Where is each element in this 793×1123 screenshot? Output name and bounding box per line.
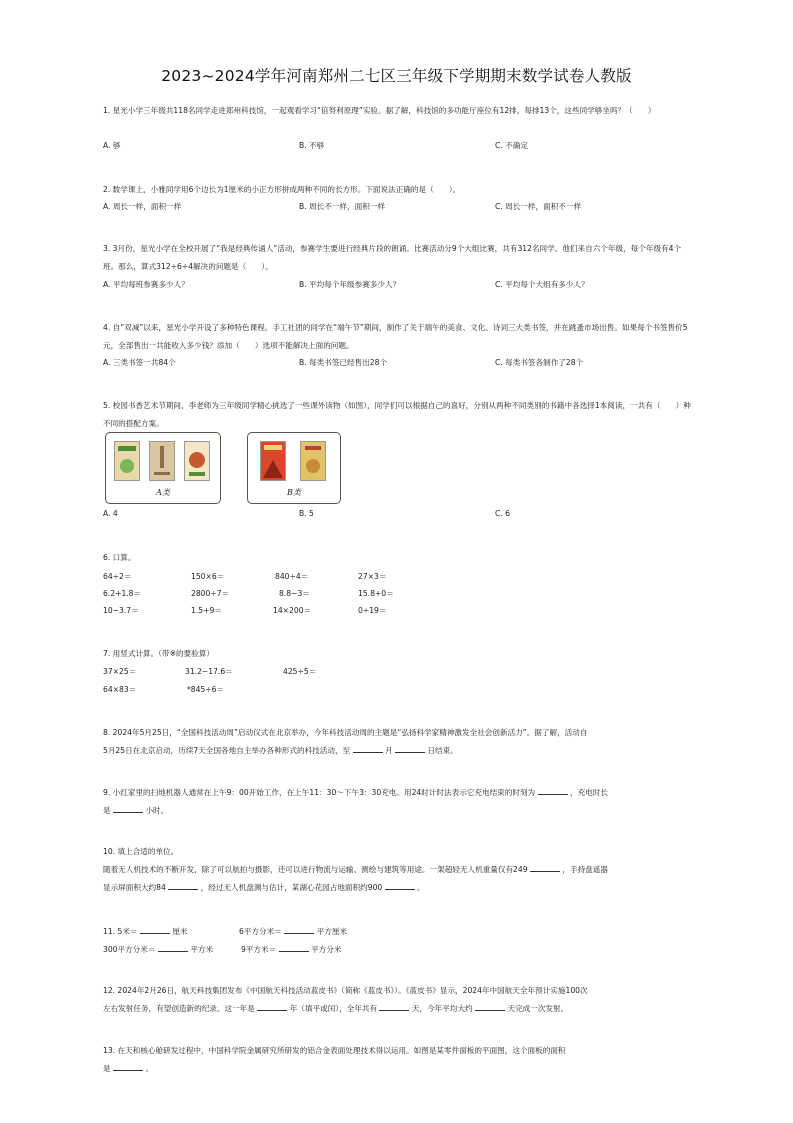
option-c[interactable]: C. 平均每个大组有多少人？: [495, 280, 589, 289]
question-9-line-2: 是 小时。: [103, 802, 693, 820]
answer-blank[interactable]: [113, 1061, 143, 1071]
book-cover-icon: [114, 441, 140, 481]
answer-blank[interactable]: [395, 743, 425, 753]
answer-blank[interactable]: [353, 743, 383, 753]
answer-blank[interactable]: [168, 880, 198, 890]
answer-blank[interactable]: [257, 1001, 287, 1011]
question-10-line-1: 随着无人机技术的不断开发，除了可以航拍与摄影，还可以进行物流与运输、测绘与建筑等用途。一架超轻无人机重量仅有249 ，手持盘遥器: [103, 861, 693, 879]
question-5: 5. 校园书香艺术节期间，李老师为三年级同学精心挑选了一些课外读物（如图），同学们可以根据自己的喜好，分别从两种不同类别的书籍中各选择1本阅读，一共有（ ）种不同的搭配方案。: [103, 401, 691, 428]
question-13: [103, 1042, 693, 1078]
question-2-options: [103, 201, 693, 215]
option-b[interactable]: B. 5: [299, 509, 314, 518]
book-group-b: [247, 432, 341, 504]
vertical-calc-row: [103, 684, 603, 698]
calc-item: 840÷4＝: [275, 572, 309, 581]
book-cover-icon: [260, 441, 286, 481]
option-b[interactable]: B. 每类书签已经售出28个: [299, 358, 388, 367]
calc-item: 150×6＝: [191, 572, 225, 581]
calc-item: 6.2+1.8＝: [103, 589, 142, 598]
oral-calc-row: [103, 571, 603, 585]
question-9: [103, 784, 693, 820]
book-cover-icon: [149, 441, 175, 481]
option-a[interactable]: A. 平均每班参赛多少人？: [103, 280, 189, 289]
answer-blank[interactable]: [284, 924, 314, 934]
option-a[interactable]: A. 4: [103, 509, 118, 518]
question-8: [103, 724, 693, 760]
oral-calc-row: [103, 605, 603, 619]
option-c[interactable]: C. 周长一样，面积不一样: [495, 202, 582, 211]
answer-blank[interactable]: [279, 942, 309, 952]
calc-item: 27×3＝: [358, 572, 387, 581]
question-10: [103, 843, 693, 897]
question-7-heading: 7. 用竖式计算。（带※的要验算）: [103, 649, 214, 658]
book-group-a-label: A类: [156, 488, 170, 497]
oral-calc-row: [103, 588, 603, 602]
book-group-a: [105, 432, 221, 504]
question-11-row-1: 11. 5米＝ 厘米 6平方分米＝ 平方厘米: [103, 924, 503, 938]
answer-blank[interactable]: [113, 803, 143, 813]
option-b[interactable]: B. 不够: [299, 141, 325, 150]
calc-item: 10−3.7＝: [103, 606, 139, 615]
option-a[interactable]: A. 周长一样，面积一样: [103, 202, 182, 211]
question-12: [103, 982, 693, 1018]
question-9-line-1: 9. 小红家里的扫地机器人通常在上午9：00开始工作，在上午11：30～下午3：30充电。用24时计时法表示它充电结束的时刻为 ，充电时长: [103, 784, 693, 802]
answer-blank[interactable]: [385, 880, 415, 890]
calc-item: 1.5+9＝: [191, 606, 222, 615]
calc-item: 64÷2＝: [103, 572, 132, 581]
calc-item: 64×83＝: [103, 685, 137, 694]
calc-item: 15.8+0＝: [358, 589, 394, 598]
question-1: 1. 星光小学三年级共118名同学走进郑州科技馆，一起观看学习“倍努利原理”实验。据了解，科技馆的多功能厅座位有12排，每排13个，这些同学够坐吗？（ ）: [103, 106, 656, 115]
question-12-line-2: 左右发射任务，有望创造新的纪录。这一年是 年（填平或闰），全年共有 天，今年平均大约 天完成一次发射。: [103, 1000, 693, 1018]
answer-blank[interactable]: [530, 862, 560, 872]
book-cover-icon: [300, 441, 326, 481]
calc-item: 425÷5＝: [283, 667, 317, 676]
question-1-options: [103, 140, 693, 154]
answer-blank[interactable]: [140, 924, 170, 934]
question-13-line-2: 是 。: [103, 1060, 693, 1078]
book-cover-icon: [184, 441, 210, 481]
question-10-line-2: 显示屏面积大约84 ，经过无人机盘测与估计，某湖心花园占地面积约900 。: [103, 879, 693, 897]
option-a[interactable]: A. 三类书签一共84个: [103, 358, 176, 367]
calc-item: 2800÷7＝: [191, 589, 230, 598]
question-4-options: [103, 357, 693, 371]
option-c[interactable]: C. 不确定: [495, 141, 528, 150]
question-10-heading: 10. 填上合适的单位。: [103, 847, 179, 856]
calc-item: 37×25＝: [103, 667, 137, 676]
question-2: 2. 数学课上，小雅同学用6个边长为1厘米的小正方形拼成两种不同的长方形。下面说法正确的是（ ）。: [103, 185, 461, 194]
calc-item: 0÷19＝: [358, 606, 387, 615]
question-3: 3. 3月份，星光小学在全校开展了“我是经典传诵人”活动，参赛学生要进行经典片段的朗诵。比赛活动分9个大组比赛，共有312名同学。他们来自六个年级，每个年级有4个班。那么，算式312÷6÷4解决的问题是（ ）。: [103, 244, 682, 271]
option-b[interactable]: B. 周长不一样，面积一样: [299, 202, 385, 211]
question-11-row-2: 300平方分米＝ 平方米 9平方米＝ 平方分米: [103, 942, 503, 956]
question-8-line-1: 8. 2024年5月25日，“全国科技活动周”启动仪式在北京举办，今年科技活动周的主题是“弘扬科学家精神激发全社会创新活力”。据了解，活动自: [103, 728, 588, 737]
question-6-heading: 6. 口算。: [103, 553, 136, 562]
option-c[interactable]: C. 每类书签各制作了28个: [495, 358, 584, 367]
question-3-options: [103, 279, 693, 293]
question-5-options: [103, 509, 693, 523]
calc-item: *845÷6＝: [187, 685, 225, 694]
answer-blank[interactable]: [475, 1001, 505, 1011]
option-a[interactable]: A. 够: [103, 141, 121, 150]
question-13-line-1: 13. 在天和核心舱研发过程中，中国科学院金属研究所研发的铝合金表面处理技术得以运用。如图是某零件面板的平面图，这个面板的面积: [103, 1046, 566, 1055]
vertical-calc-row: [103, 666, 603, 680]
answer-blank[interactable]: [379, 1001, 409, 1011]
option-b[interactable]: B. 平均每个年级参赛多少人？: [299, 280, 401, 289]
page-title: 2023~2024学年河南郑州二七区三年级下学期期末数学试卷人教版: [161, 67, 632, 85]
book-group-b-label: B类: [287, 488, 301, 497]
question-4: 4. 自“双减”以来，星光小学开设了多种特色课程。手工社团的同学在“端午节”期间，制作了关于端午的美食、文化、诗词三大类书签，并在跳蚤市场出售。如果每个书签售价5元，全部售出一共能收入多少钱？添加（ ）选项不能解决上面的问题。: [103, 323, 688, 350]
question-8-line-2: 5月25日在北京启动，历续7天全国各地自主举办各种形式的科技活动，至 月 日结束。: [103, 742, 693, 760]
question-12-line-1: 12. 2024年2月26日，航天科技集团发布《中国航天科技活动蓝皮书》（简称《蓝皮书》）。《蓝皮书》显示，2024年中国航天全年预计实施100次: [103, 986, 588, 995]
calc-item: 14×200＝: [273, 606, 312, 615]
answer-blank[interactable]: [158, 942, 188, 952]
answer-blank[interactable]: [538, 785, 568, 795]
option-c[interactable]: C. 6: [495, 509, 510, 518]
calc-item: 31.2−17.6＝: [185, 667, 233, 676]
calc-item: 8.8−3＝: [279, 589, 310, 598]
